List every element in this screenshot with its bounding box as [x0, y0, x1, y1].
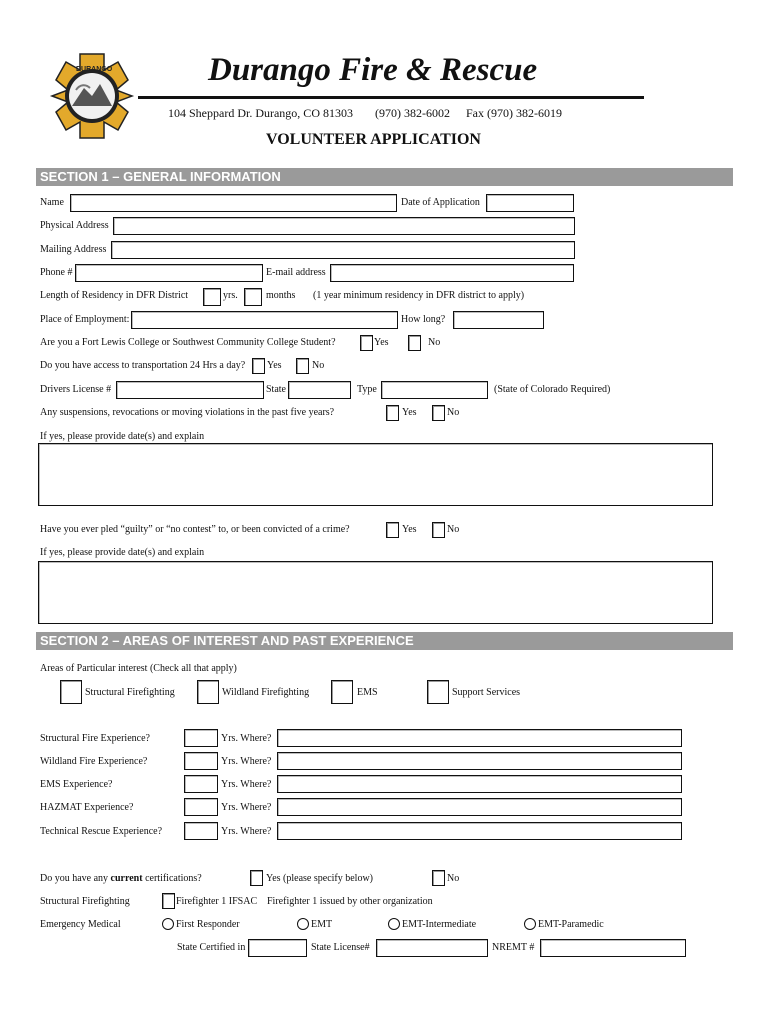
mailing-address-field[interactable] [111, 241, 575, 259]
residency-note: (1 year minimum residency in DFR district to apply) [313, 290, 525, 301]
license-state-field[interactable] [288, 381, 351, 399]
name-label: Name [40, 197, 64, 208]
state-label: State [266, 384, 286, 395]
explain-2-label: If yes, please provide date(s) and explain [40, 547, 205, 558]
residency-years-field[interactable] [203, 288, 221, 306]
student-no-checkbox[interactable] [408, 335, 421, 351]
state-license-label: State License# [311, 942, 370, 953]
phone-label: Phone # [40, 267, 73, 278]
first-responder-radio[interactable] [162, 918, 174, 930]
emt-paramedic-radio[interactable] [524, 918, 536, 930]
ems-experience-label: EMS Experience? [40, 779, 113, 790]
organization-title: Durango Fire & Rescue [208, 52, 538, 88]
cert-yes-checkbox[interactable] [250, 870, 263, 886]
how-long-field[interactable] [453, 311, 544, 329]
cert-q-bold: current [110, 873, 143, 884]
nremt-label: NREMT # [492, 942, 535, 953]
physical-address-label: Physical Address [40, 220, 109, 231]
wildland-years-field[interactable] [184, 752, 218, 770]
guilty-yes-label: Yes [402, 524, 417, 535]
structural-ff-label: Structural Firefighting [40, 896, 130, 907]
phone-field[interactable] [75, 264, 263, 282]
conviction-explanation-field[interactable] [38, 561, 713, 624]
state-certified-field[interactable] [248, 939, 307, 957]
ff1-other-label: Firefighter 1 issued by other organization [267, 896, 433, 907]
type-label: Type [357, 384, 377, 395]
yrs-where-label: Yrs. Where? [221, 802, 272, 813]
state-license-field[interactable] [376, 939, 488, 957]
employment-field[interactable] [131, 311, 398, 329]
license-number-field[interactable] [116, 381, 264, 399]
header-rule [138, 96, 644, 99]
logo-text: DURANGO [76, 66, 113, 73]
license-note: (State of Colorado Required) [494, 384, 611, 395]
area-wildland-checkbox[interactable] [197, 680, 219, 704]
section-1-title: SECTION 1 – GENERAL INFORMATION [40, 169, 281, 184]
how-long-label: How long? [401, 314, 446, 325]
area-support-label: Support Services [452, 687, 521, 698]
yrs-where-label: Yrs. Where? [221, 826, 272, 837]
ems-where-field[interactable] [277, 775, 682, 793]
section-1-header [36, 168, 733, 186]
emt-intermediate-radio[interactable] [388, 918, 400, 930]
employment-label: Place of Employment: [40, 314, 130, 325]
address: 104 Sheppard Dr. Durango, CO 81303 [168, 106, 353, 120]
nremt-field[interactable] [540, 939, 686, 957]
area-ems-label: EMS [357, 687, 378, 698]
technical-rescue-experience-label: Technical Rescue Experience? [40, 826, 163, 837]
emergency-medical-label: Emergency Medical [40, 919, 121, 930]
fax-number: Fax (970) 382-6019 [465, 106, 562, 120]
student-question: Are you a Fort Lewis College or Southwest Community College Student? [40, 337, 336, 348]
ff1-ifsac-label: Firefighter 1 IFSAC [176, 896, 258, 907]
certifications-question [40, 873, 202, 884]
license-label: Drivers License # [40, 384, 112, 395]
license-type-field[interactable] [381, 381, 488, 399]
transport-no-label: No [312, 360, 325, 371]
structural-experience-label: Structural Fire Experience? [40, 733, 150, 744]
guilty-yes-checkbox[interactable] [386, 522, 399, 538]
emt-label: EMT [311, 919, 333, 930]
area-wildland-label: Wildland Firefighting [222, 687, 310, 698]
physical-address-field[interactable] [113, 217, 575, 235]
cert-q-pre: Do you have any [40, 873, 111, 884]
suspension-no-checkbox[interactable] [432, 405, 445, 421]
guilty-no-checkbox[interactable] [432, 522, 445, 538]
suspension-question: Any suspensions, revocations or moving violations in the past five years? [40, 407, 335, 418]
emt-paramedic-label: EMT-Paramedic [538, 919, 604, 930]
hazmat-where-field[interactable] [277, 798, 682, 816]
form-title: VOLUNTEER APPLICATION [266, 131, 481, 148]
transport-yes-checkbox[interactable] [252, 358, 265, 374]
guilty-question: Have you ever pled “guilty” or “no contest” to, or been convicted of a crime? [40, 524, 350, 535]
date-label: Date of Application [401, 197, 480, 208]
hazmat-years-field[interactable] [184, 798, 218, 816]
emt-intermediate-label: EMT-Intermediate [402, 919, 477, 930]
mailing-address-label: Mailing Address [40, 244, 107, 255]
area-structural-label: Structural Firefighting [85, 687, 175, 698]
student-yes-checkbox[interactable] [360, 335, 373, 351]
email-field[interactable] [330, 264, 574, 282]
residency-months-field[interactable] [244, 288, 262, 306]
state-certified-label: State Certified in [177, 942, 246, 953]
ems-years-field[interactable] [184, 775, 218, 793]
structural-years-field[interactable] [184, 729, 218, 747]
technical-rescue-where-field[interactable] [277, 822, 682, 840]
explain-1-label: If yes, please provide date(s) and explain [40, 431, 205, 442]
transport-question: Do you have access to transportation 24 Hrs a day? [40, 360, 246, 371]
cert-yes-label: Yes (please specify below) [266, 873, 374, 884]
phone-number: (970) 382-6002 [374, 106, 450, 120]
cert-no-checkbox[interactable] [432, 870, 445, 886]
area-structural-checkbox[interactable] [60, 680, 82, 704]
yrs-where-label: Yrs. Where? [221, 733, 272, 744]
section-2-title: SECTION 2 – AREAS OF INTEREST AND PAST EXPERIENCE [40, 633, 414, 648]
hazmat-experience-label: HAZMAT Experience? [40, 802, 134, 813]
yrs-where-label: Yrs. Where? [221, 756, 272, 767]
name-field[interactable] [70, 194, 397, 212]
years-label: yrs. [223, 290, 238, 301]
suspension-yes-label: Yes [402, 407, 417, 418]
suspension-yes-checkbox[interactable] [386, 405, 399, 421]
transport-yes-label: Yes [267, 360, 282, 371]
first-responder-label: First Responder [176, 919, 240, 930]
structural-where-field[interactable] [277, 729, 682, 747]
address-line [168, 106, 562, 121]
yrs-where-label: Yrs. Where? [221, 779, 272, 790]
student-yes-label: Yes [374, 337, 389, 348]
wildland-experience-label: Wildland Fire Experience? [40, 756, 148, 767]
areas-label: Areas of Particular interest (Check all that apply) [40, 663, 237, 674]
durango-fire-logo [46, 50, 138, 142]
suspension-explanation-field[interactable] [38, 443, 713, 506]
emt-radio[interactable] [297, 918, 309, 930]
technical-rescue-years-field[interactable] [184, 822, 218, 840]
area-support-checkbox[interactable] [427, 680, 449, 704]
ff1-ifsac-checkbox[interactable] [162, 893, 175, 909]
email-label: E-mail address [266, 267, 326, 278]
guilty-no-label: No [447, 524, 460, 535]
wildland-where-field[interactable] [277, 752, 682, 770]
residency-label: Length of Residency in DFR District [40, 290, 189, 301]
suspension-no-label: No [447, 407, 460, 418]
cert-no-label: No [447, 873, 460, 884]
student-no-label: No [428, 337, 441, 348]
cert-q-post: certifications? [142, 873, 202, 884]
section-2-header [36, 632, 733, 650]
area-ems-checkbox[interactable] [331, 680, 353, 704]
months-label: months [266, 290, 296, 301]
date-of-application-field[interactable] [486, 194, 574, 212]
transport-no-checkbox[interactable] [296, 358, 309, 374]
